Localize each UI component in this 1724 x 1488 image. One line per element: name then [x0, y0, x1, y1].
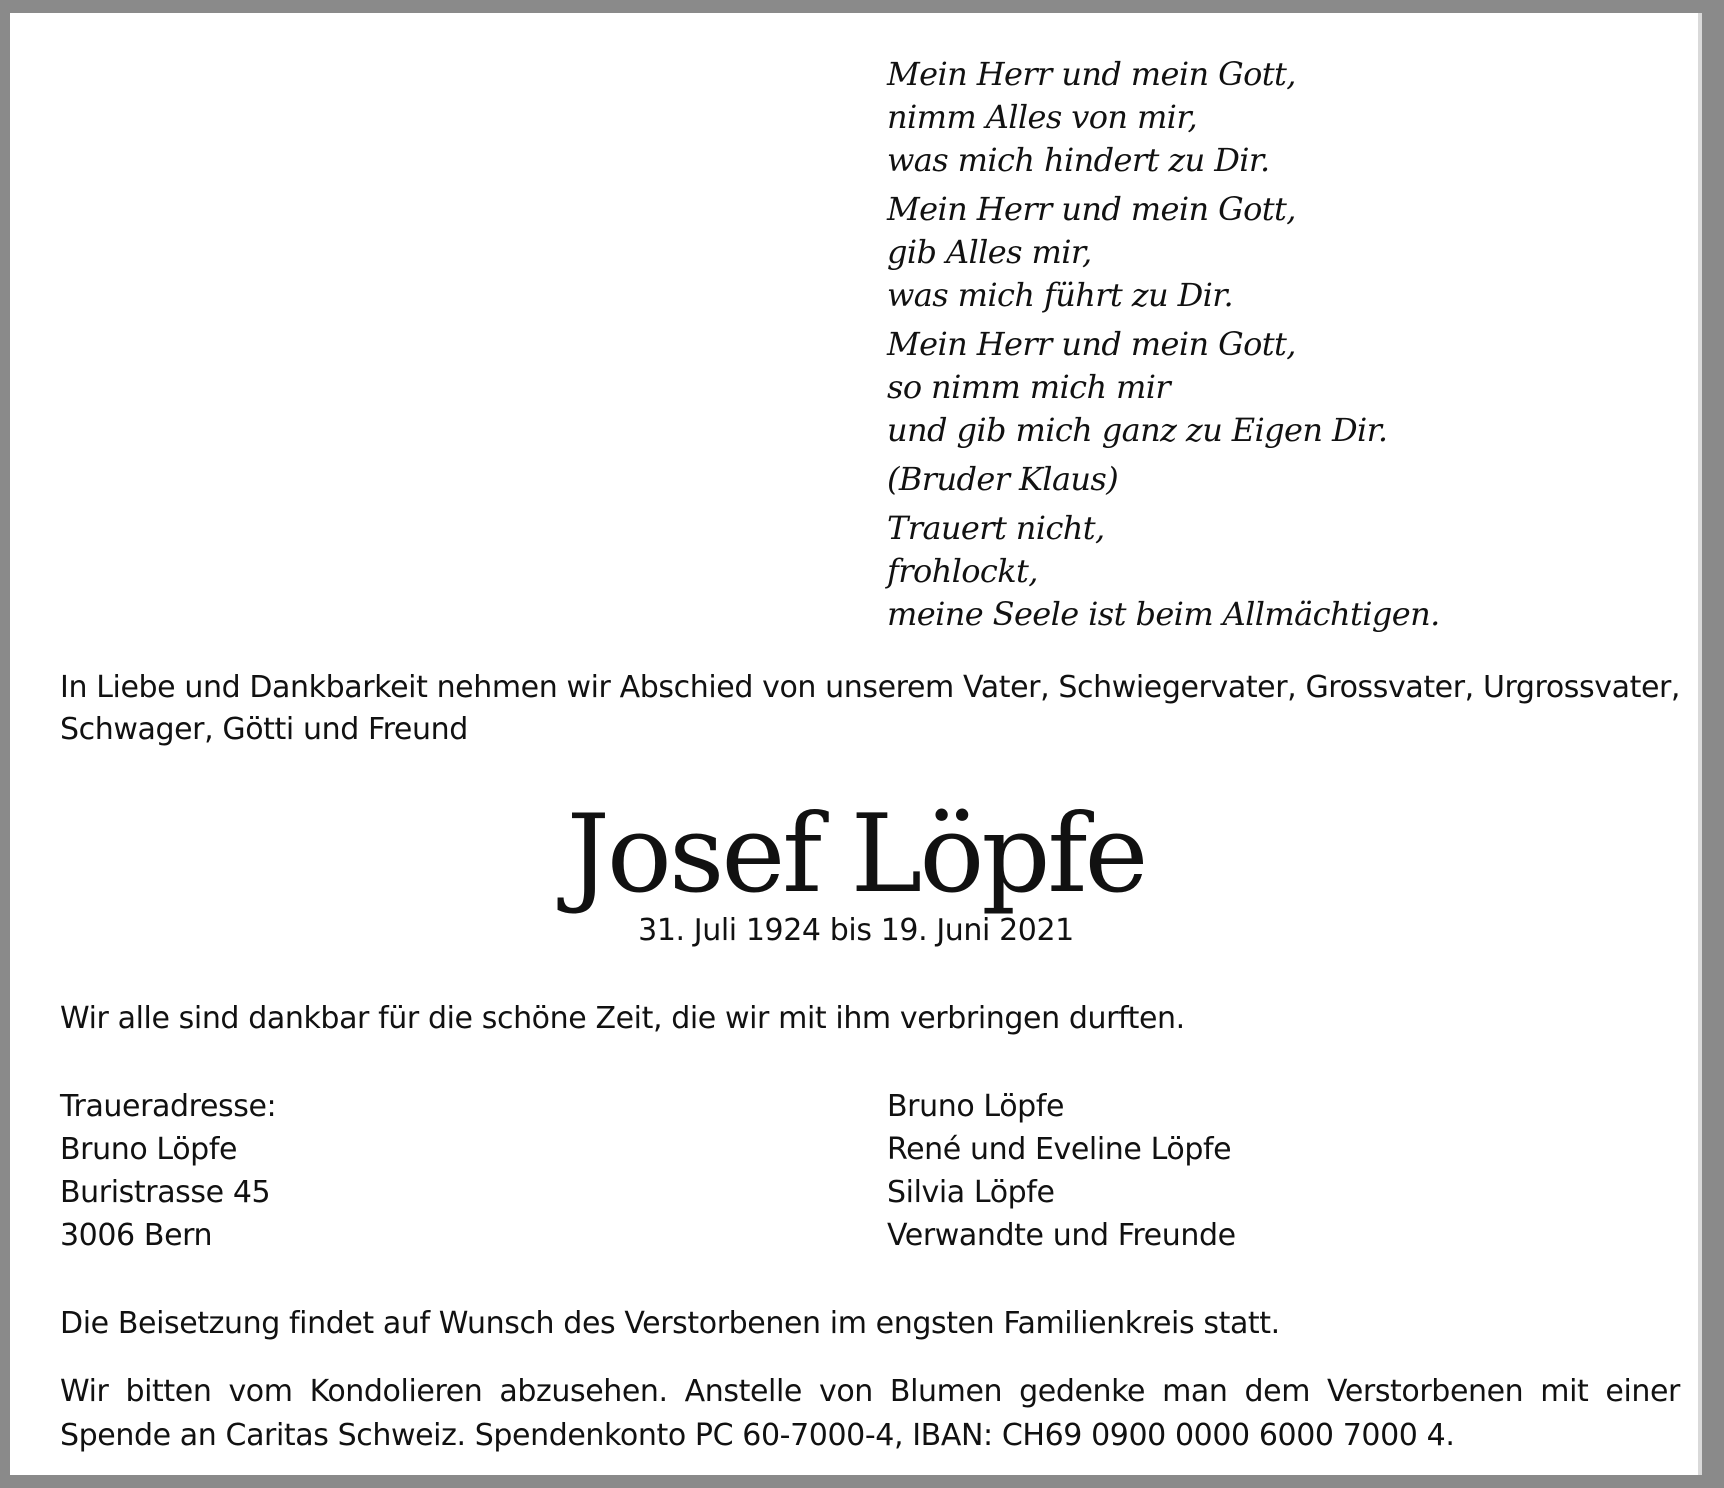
family-signatures [887, 1085, 1236, 1257]
family-member: René und Eveline Löpfe [887, 1132, 1232, 1167]
intro-text [60, 667, 1680, 751]
poem-line: Trauert nicht, [887, 509, 1105, 547]
poem [887, 53, 1607, 642]
poem-line: Mein Herr und mein Gott, [887, 55, 1296, 93]
poem-line: was mich führt zu Dir. [887, 276, 1234, 314]
poem-stanza-3 [887, 323, 1607, 452]
address-label: Traueradresse: [60, 1089, 277, 1124]
poem-line: gib Alles mir, [887, 233, 1092, 271]
intro-line: In Liebe und Dankbarkeit nehmen wir Abschied von unserem Vater, Schwiegervater, Grossvater, Urgrossvater, [60, 670, 1681, 705]
poem-attribution [887, 458, 1607, 501]
family-member: Silvia Löpfe [887, 1175, 1055, 1210]
burial-notice: Die Beisetzung findet auf Wunsch des Verstorbenen im engsten Familienkreis statt. [60, 1306, 1280, 1341]
life-dates: 31. Juli 1924 bis 19. Juni 2021 [638, 913, 1074, 948]
poem-stanza-1 [887, 53, 1607, 182]
thanks-text: Wir alle sind dankbar für die schöne Zeit, die wir mit ihm verbringen durften. [60, 1001, 1185, 1036]
address-city: 3006 Bern [60, 1218, 213, 1253]
address-street: Buristrasse 45 [60, 1175, 271, 1210]
intro-line: Schwager, Götti und Freund [60, 712, 468, 747]
poem-stanza-2 [887, 188, 1607, 317]
poem-line: Mein Herr und mein Gott, [887, 190, 1296, 228]
condolence-line: Wir bitten vom Kondolieren abzusehen. Anstelle von Blumen gedenke man dem Verstorbenen mit einer [60, 1374, 1680, 1409]
poem-author: (Bruder Klaus) [887, 460, 1119, 498]
poem-line: meine Seele ist beim Allmächtigen. [887, 595, 1440, 633]
family-member: Verwandte und Freunde [887, 1218, 1236, 1253]
poem-line: und gib mich ganz zu Eigen Dir. [887, 411, 1388, 449]
address-name: Bruno Löpfe [60, 1132, 238, 1167]
poem-stanza-4 [887, 507, 1607, 636]
condolence-notice [60, 1370, 1680, 1458]
poem-line: so nimm mich mir [887, 368, 1171, 406]
poem-line: nimm Alles von mir, [887, 98, 1198, 136]
deceased-name: Josef Löpfe [566, 792, 1146, 917]
mourning-address [60, 1085, 276, 1257]
family-member: Bruno Löpfe [887, 1089, 1065, 1124]
condolence-line: Spende an Caritas Schweiz. Spendenkonto PC 60-7000-4, IBAN: CH69 0900 0000 6000 7000 4. [60, 1418, 1455, 1453]
obituary-page [10, 13, 1702, 1475]
poem-line: Mein Herr und mein Gott, [887, 325, 1296, 363]
poem-line: was mich hindert zu Dir. [887, 141, 1270, 179]
poem-line: frohlockt, [887, 552, 1038, 590]
